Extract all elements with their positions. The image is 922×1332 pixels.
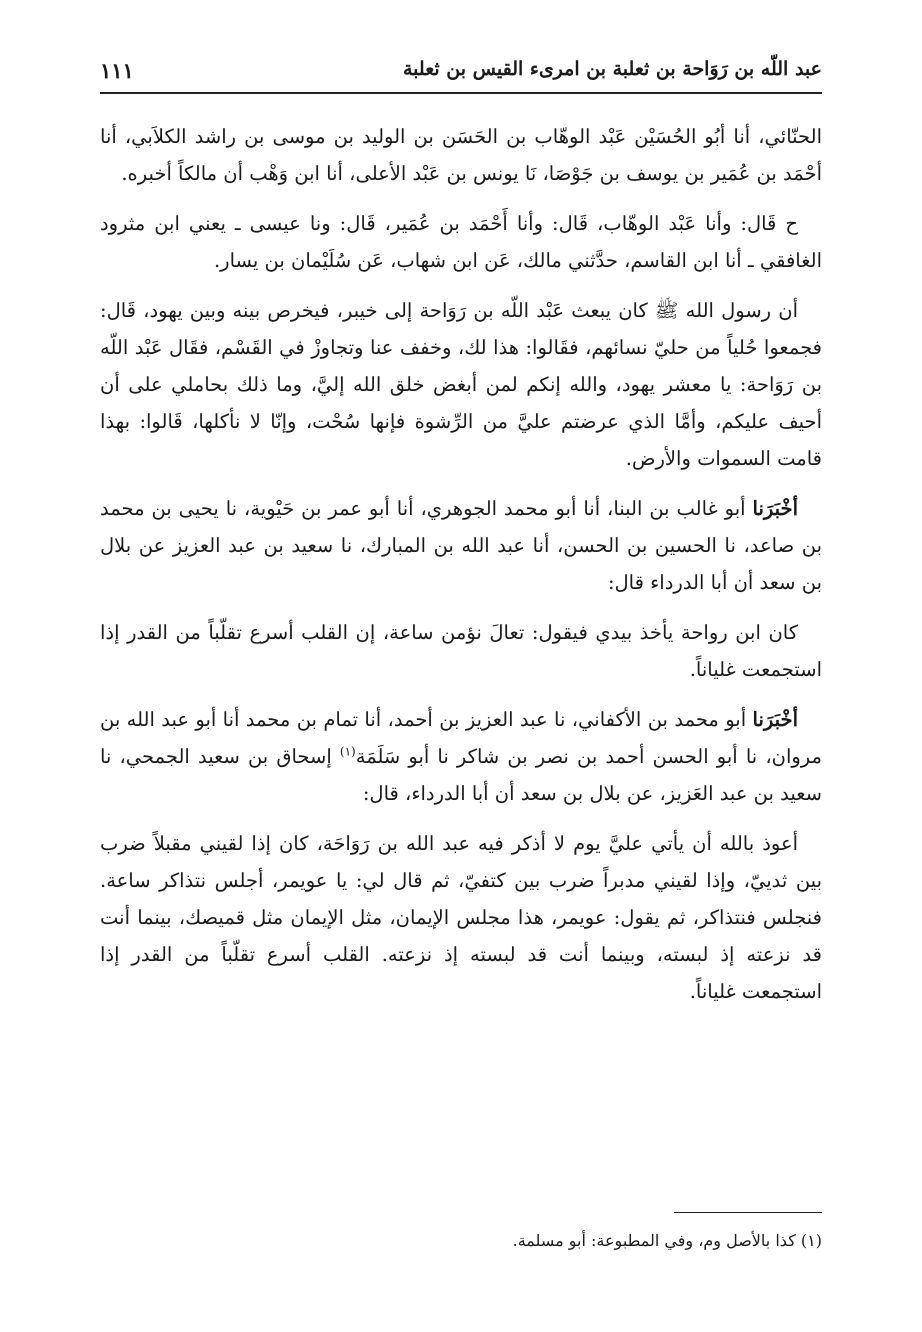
paragraph [100,825,822,1010]
paragraph-text-tail: إسحاق بن سعيد الجمحي، نا سعيد بن عبد العَزيز، عن بلال بن سعد أن أبا الدرداء، قال: [100,745,822,805]
running-title: عبد اللّه بن رَوَاحة بن ثعلبة بن امرىء القيس بن ثعلبة [402,58,822,80]
paragraph [100,205,822,279]
paragraph-lead: أخْبَرَنا [752,708,798,731]
paragraph [100,490,822,601]
paragraph [100,118,822,192]
footnotes [100,1228,822,1254]
paragraph-text: ح قَال: وأنا عَبْد الوهّاب، قَال: وأنا أَحْمَد بن عُمَير، قَال: ونا عيسى ـ يعني ابن مثرود الغافقي ـ أنا ابن القاسم، حدَّثني مالك، عَن ابن شهاب، عَن سُلَيْمان بن يسار. [100,212,822,272]
footnote-marker: (١) [800,1231,822,1250]
footnote-rule [674,1212,822,1213]
paragraph-text: أبو غالب بن البنا، أنا أبو محمد الجوهري، أنا أبو عمر بن حَيْوية، نا يحيى بن محمد بن صاعد، نا الحسين بن الحسن، أنا عبد الله بن المبارك، نا سعيد بن عبد العزيز عن بلال بن سعد أن أبا الدرداء قال: [100,497,822,594]
main-text [100,118,822,1023]
page-header [100,58,822,92]
paragraph [100,701,822,812]
footnote-marker[interactable]: (١) [339,744,356,759]
paragraph-text: أبو محمد بن الأكفاني، نا عبد العزيز بن أحمد، أنا تمام بن محمد أنا أبو عبد الله بن مروان، نا أبو الحسن أحمد بن نصر بن شاكر نا أبو سَلَمَة [100,708,822,768]
paragraph-text: الحنّائي، أنا أبُو الحُسَيْن عَبْد الوهّاب بن الحَسَن بن الوليد بن موسى بن راشد الكلاَبي، أنا أحْمَد بن عُمَير بن يوسف بن جَوْصَا، نَا يونس بن عَبْد الأعلى، أنا ابن وَهْب أن مالكاً أخبره. [100,125,822,185]
paragraph-text: أن رسول الله ﷺ كان يبعث عَبْد اللّه بن رَوَاحة إلى خيبر، فيخرص بينه وبين يهود، قَال: فجمعوا حُلياً من حليّ نسائهم، فقَالوا: هذا لك، وخفف عنا وتجاوزْ في القَسْم، فقَال عَبْد اللّه بن رَوَاحة: يا معشر يهود، والله إنكم لمن أبغض خلق الله إليَّ، وما ذلك بحاملي على أن أحيف عليكم، وأمَّا الذي عرضتم عليَّ من الرِّشوة فإنها سُحْت، وإنّا لا نأكلها، قَالوا: بهذا قامت السموات والأرض. [100,299,822,470]
paragraph-text: أعوذ بالله أن يأتي عليَّ يوم لا أذكر فيه عبد الله بن رَوَاحَة، كان إذا لقيني مقبلاً ضرب بين ثدييّ، وإذا لقيني مدبراً ضرب بين كتفيّ، ثم قال لي: يا عويمر، أجلس نتذاكر ساعة. فنجلس فنتذاكر، ثم يقول: عويمر، هذا مجلس الإيمان، مثل الإيمان مثل قميصك، بينما أنت قد نزعته إذ لبسته، وبينما أنت قد لبسته إذ نزعته. القلب أسرع تقلّباً من القدر إذا استجمعت غلياناً. [100,832,822,1003]
page-number: ١١١ [100,58,134,83]
paragraph [100,292,822,477]
footnote [100,1228,822,1254]
paragraph-lead: أخْبَرَنا [752,497,798,520]
footnote-text: كذا بالأصل وم، وفي المطبوعة: أبو مسلمة. [512,1231,796,1250]
header-rule [100,92,822,94]
paragraph [100,614,822,688]
paragraph-text: كان ابن رواحة يأخذ بيدي فيقول: تعالَ نؤمن ساعة، إن القلب أسرع تقلّباً من القدر إذا استجمعت غلياناً. [100,621,822,681]
